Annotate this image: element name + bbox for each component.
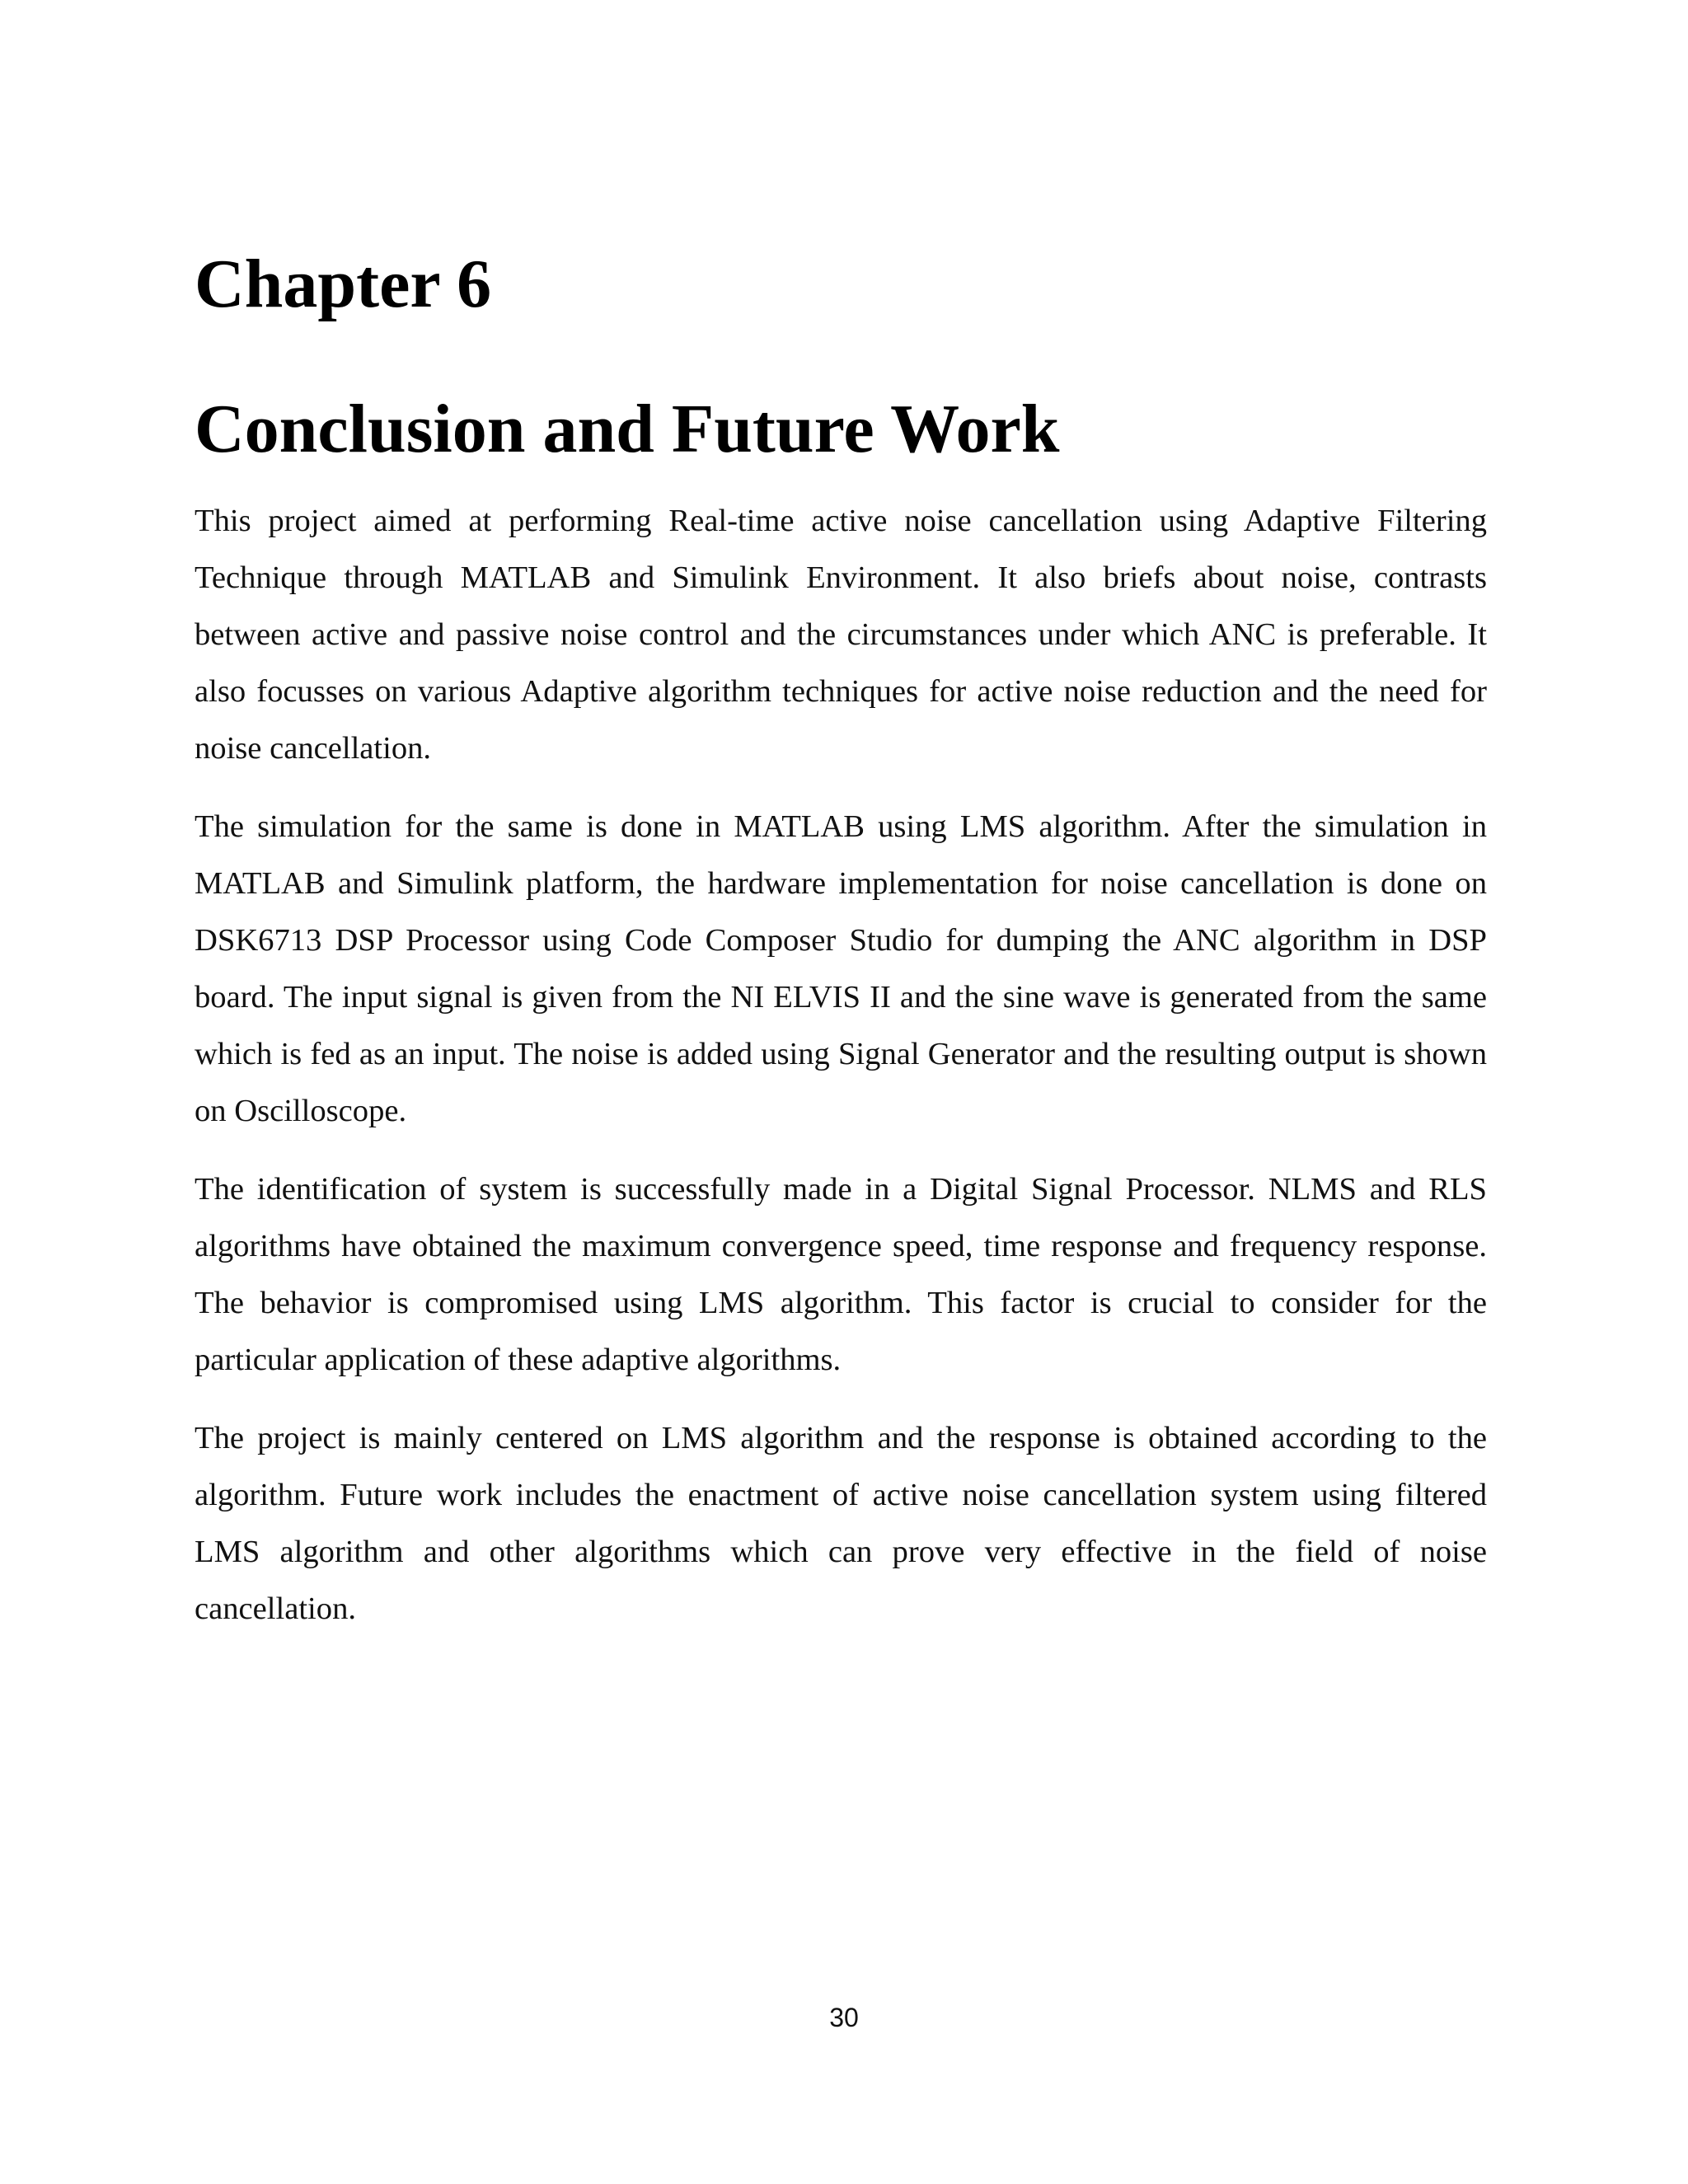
chapter-title: Conclusion and Future Work [195, 391, 1060, 467]
paragraph-2: The simulation for the same is done in MATLAB using LMS algorithm. After the simulation in MATLAB and Simulink platform, the hardware implementation for noise cancellation is done on DSK6713 DSP Processor using Code Composer Studio for dumping the ANC algorithm in DSP board. The input signal is given from the NI ELVIS II and the sine wave is generated from the same which is fed as an input. The noise is added using Signal Generator and the resulting output is shown on Oscilloscope. [195, 809, 1487, 1128]
paragraph-4: The project is mainly centered on LMS algorithm and the response is obtained according to the algorithm. Future work includes the enactment of active noise cancellation system using filtered LMS algorithm and other algorithms which can prove very effective in the field of noise cancellation. [195, 1421, 1487, 1626]
page-number: 30 [829, 2003, 859, 2032]
chapter-label: Chapter 6 [195, 246, 492, 322]
page-content [195, 239, 1487, 1638]
paragraph-1: This project aimed at performing Real-time active noise cancellation using Adaptive Filtering Technique through MATLAB and Simulink Environment. It also briefs about noise, contrasts between active and passive noise control and the circumstances under which ANC is preferable. It also focusses on various Adaptive algorithm techniques for active noise reduction and the need for noise cancellation. [195, 504, 1487, 766]
paragraph-3: The identification of system is successfully made in a Digital Signal Processor. NLMS and RLS algorithms have obtained the maximum convergence speed, time response and frequency response. The behavior is compromised using LMS algorithm. This factor is crucial to consider for the particular application of these adaptive algorithms. [195, 1172, 1487, 1377]
